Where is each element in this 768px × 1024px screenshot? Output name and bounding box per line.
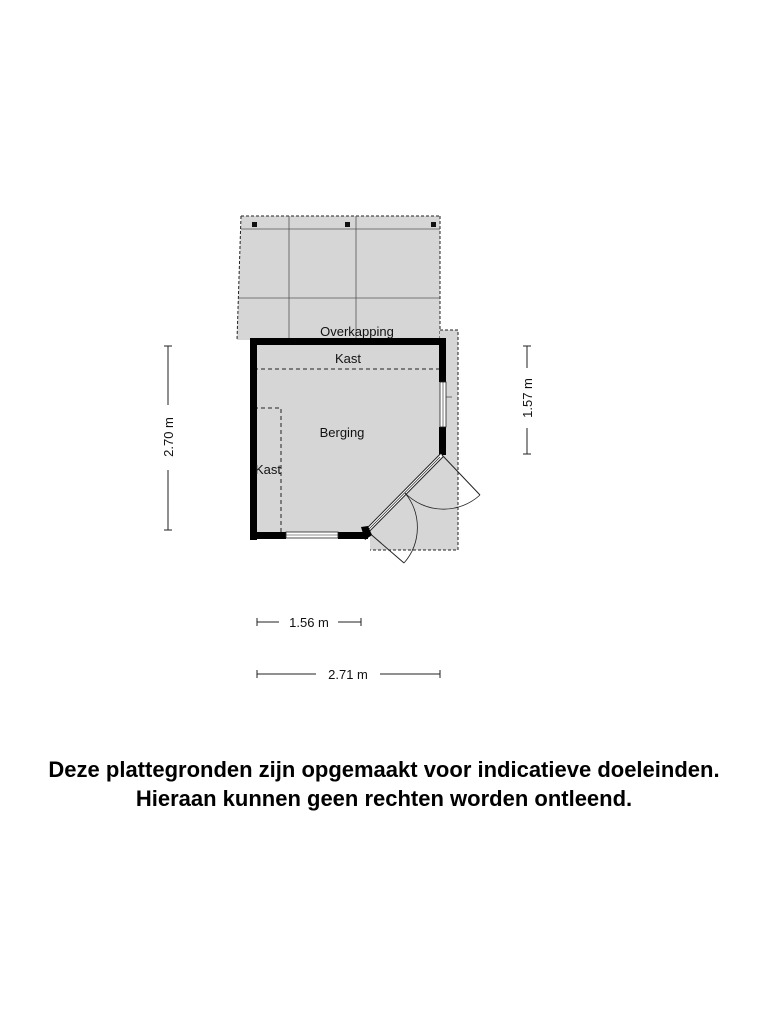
post-marker	[345, 222, 350, 227]
room-label-overkapping: Overkapping	[320, 324, 394, 339]
dimension-label-height-total: 2.70 m	[161, 417, 176, 457]
disclaimer-line-2: Hieraan kunnen geen rechten worden ontleend.	[135, 786, 633, 811]
dimension-label-width-total: 2.71 m	[328, 667, 368, 682]
disclaimer-line-1: Deze plattegronden zijn opgemaakt voor indicatieve doeleinden.	[48, 757, 720, 782]
room-label-berging: Berging	[319, 425, 365, 440]
overkapping-area	[237, 216, 440, 340]
window-bottom	[286, 532, 338, 538]
dimension-height-total	[161, 346, 176, 530]
room-label-kast-left: Kast	[255, 462, 282, 477]
dimension-width-total	[257, 667, 440, 682]
room-label-kast-top: Kast	[334, 351, 362, 366]
dimension-label-width-inner: 1.56 m	[289, 615, 329, 630]
post-marker	[431, 222, 436, 227]
post-marker	[252, 222, 257, 227]
dimension-width-inner	[257, 615, 361, 630]
dimension-height-right	[520, 346, 535, 454]
dimension-label-height-right: 1.57 m	[520, 378, 535, 418]
